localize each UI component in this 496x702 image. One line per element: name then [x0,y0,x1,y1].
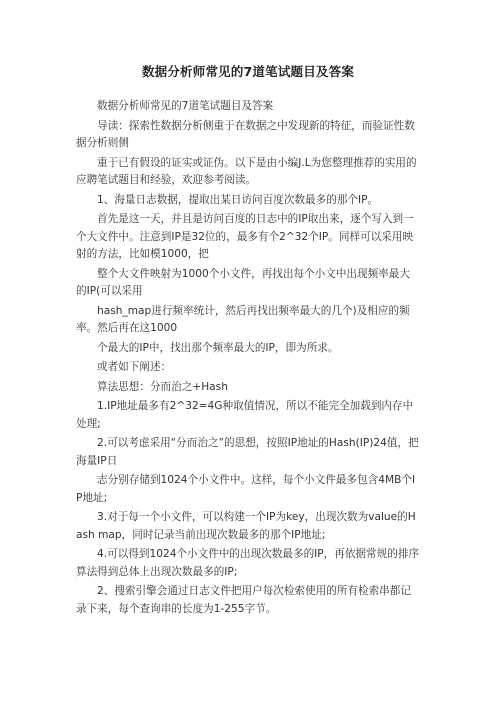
paragraph: 2、搜索引擎会通过日志文件把用户每次检索使用的所有检索串都记录下来，每个查询串的长度为1-255字节。 [76,585,411,615]
paragraph: 算法思想：分而治之+Hash [97,380,228,393]
paragraph: 重于已有假设的证实或证伪。以下是由小编J.L为您整理推荐的实用的应聘笔试题目和经验，欢迎参考阅读。 [76,156,417,186]
document-body [76,98,420,618]
paragraph: 整个大文件映射为1000个小文件，再找出每个小文中出现频率最大的IP(可以采用 [76,267,410,297]
paragraph: 3.对于每一个小文件，可以构建一个IP为key，出现次数为value的Hash map，同时记录当前出现次数最多的那个IP地址; [76,511,416,541]
paragraph: 1.IP地址最多有2^32=4G种取值情况，所以不能完全加载到内存中处理; [76,400,414,430]
paragraph: 首先是这一天，并且是访问百度的日志中的IP取出来，逐个写入到一个大文件中。注意到IP是32位的，最多有个2^32个IP。同样可以采用映射的方法，比如模1000，把 [76,213,414,260]
paragraph: 个最大的IP中，找出那个频率最大的IP，即为所求。 [97,341,339,354]
paragraph: hash_map进行频率统计，然后再找出频率最大的几个)及相应的频率。然后再在这1000 [76,304,410,334]
paragraph: 志分别存储到1024个小文件中。这样，每个小文件最多包含4MB个IP地址; [76,474,416,504]
paragraph: 数据分析师常见的7道笔试题目及答案 [97,100,274,112]
paragraph: 导读：探索性数据分析侧重于在数据之中发现新的特征，而验证性数据分析则侧 [76,119,415,149]
paragraph: 或者如下阐述： [97,361,172,373]
paragraph: 4.可以得到1024个小文件中的出现次数最多的IP，再依据常规的排序算法得到总体上出现次数最多的IP; [76,548,420,578]
document-title: 数据分析师常见的7道笔试题目及答案 [141,64,355,79]
paragraph: 1、海量日志数据，提取出某日访问百度次数最多的那个IP。 [97,193,379,206]
paragraph: 2.可以考虑采用“分而治之”的思想，按照IP地址的Hash(IP)24值，把海量IP日 [76,437,419,467]
